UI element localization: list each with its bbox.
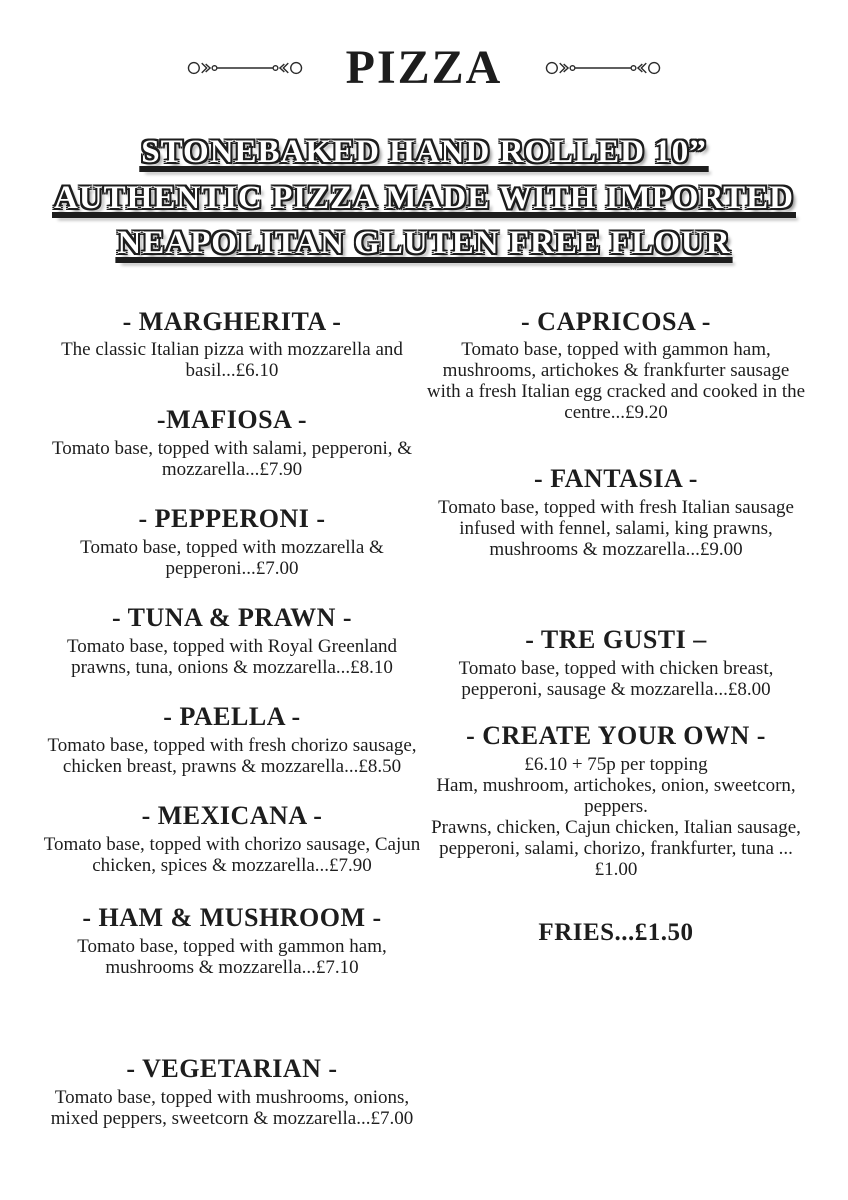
menu-item-fries: [424, 919, 808, 947]
subtitle-line: AUTHENTIC PIZZA MADE WITH IMPORTED: [54, 179, 794, 216]
page-title: PIZZA: [345, 41, 503, 94]
create-your-own-price: £6.10 + 75p per topping: [524, 754, 708, 776]
menu-item-fantasia: [424, 464, 808, 560]
menu-column-right: [424, 307, 808, 1129]
menu-item-mexicana: [40, 801, 424, 876]
fries-label: FRIES...£1.50: [538, 919, 694, 947]
menu-item-tre-gusti: [424, 625, 808, 700]
menu-item-paella: [40, 702, 424, 777]
menu-item-margherita: [40, 307, 424, 382]
menu-item-vegetarian: [40, 1054, 424, 1129]
subtitle-line: STONEBAKED HAND ROLLED 10”: [141, 134, 707, 170]
create-your-own-premium-toppings: Prawns, chicken, Cajun chicken, Italian sausage, pepperoni, salami, chorizo, frankfurter, tuna ...£1.00: [431, 817, 801, 881]
item-name: - CREATE YOUR OWN -: [466, 721, 766, 751]
item-desc: Tomato base, topped with chorizo sausage, Cajun chicken, spices & mozzarella...£7.90: [43, 833, 421, 876]
item-name: - HAM & MUSHROOM -: [82, 902, 382, 932]
menu-subtitle: [0, 130, 848, 267]
item-desc: Tomato base, topped with salami, pepperoni, & mozzarella...£7.90: [51, 438, 413, 481]
menu-item-capricosa: [424, 307, 808, 424]
item-desc: Tomato base, topped with mozzarella & pepperoni...£7.00: [80, 537, 384, 580]
subtitle-line: NEAPOLITAN GLUTEN FREE FLOUR: [117, 225, 731, 262]
menu-column-left: [40, 307, 424, 1129]
item-name: - VEGETARIAN -: [126, 1053, 338, 1083]
item-desc: Tomato base, topped with fresh chorizo sausage, chicken breast, prawns & mozzarella...£8.50: [47, 735, 417, 778]
divider-ornament-right: [544, 55, 662, 81]
menu-columns: [0, 307, 848, 1129]
item-name: - MARGHERITA -: [122, 306, 342, 336]
item-name: - TRE GUSTI –: [525, 625, 707, 655]
item-desc: Tomato base, topped with chicken breast, pepperoni, sausage & mozzarella...£8.00: [458, 658, 774, 701]
create-your-own-standard-toppings: Ham, mushroom, artichokes, onion, sweetcorn, peppers.: [436, 775, 796, 818]
menu-item-mafiosa: [40, 405, 424, 480]
item-name: - TUNA & PRAWN -: [111, 603, 353, 633]
menu-item-tuna-prawn: [40, 603, 424, 678]
item-desc: The classic Italian pizza with mozzarella and basil...£6.10: [61, 339, 403, 382]
item-desc: Tomato base, topped with fresh Italian sausage infused with fennel, salami, king prawns, mushrooms & mozzarella...£9.00: [438, 497, 794, 561]
item-name: - CAPRICOSA -: [521, 306, 711, 336]
item-desc: Tomato base, topped with mushrooms, onions, mixed peppers, sweetcorn & mozzarella...£7.00: [50, 1086, 414, 1129]
item-desc: Tomato base, topped with gammon ham, mushrooms, artichokes & frankfurter sausage with a fresh Italian egg cracked and cooked in the centre...£9.20: [426, 339, 806, 424]
item-name: - FANTASIA -: [534, 464, 698, 494]
menu-item-create-your-own: [424, 721, 808, 880]
item-name: - MEXICANA -: [141, 801, 323, 831]
menu-item-ham-mushroom: [40, 903, 424, 978]
menu-item-pepperoni: [40, 504, 424, 579]
item-desc: Tomato base, topped with gammon ham, mushrooms & mozzarella...£7.10: [77, 935, 387, 978]
divider-ornament-left: [186, 55, 304, 81]
item-name: - PEPPERONI -: [138, 504, 326, 534]
item-name: - PAELLA -: [163, 702, 301, 732]
item-name: -MAFIOSA -: [156, 405, 308, 435]
menu-header: [0, 0, 848, 92]
item-desc: Tomato base, topped with Royal Greenland prawns, tuna, onions & mozzarella...£8.10: [66, 636, 398, 679]
